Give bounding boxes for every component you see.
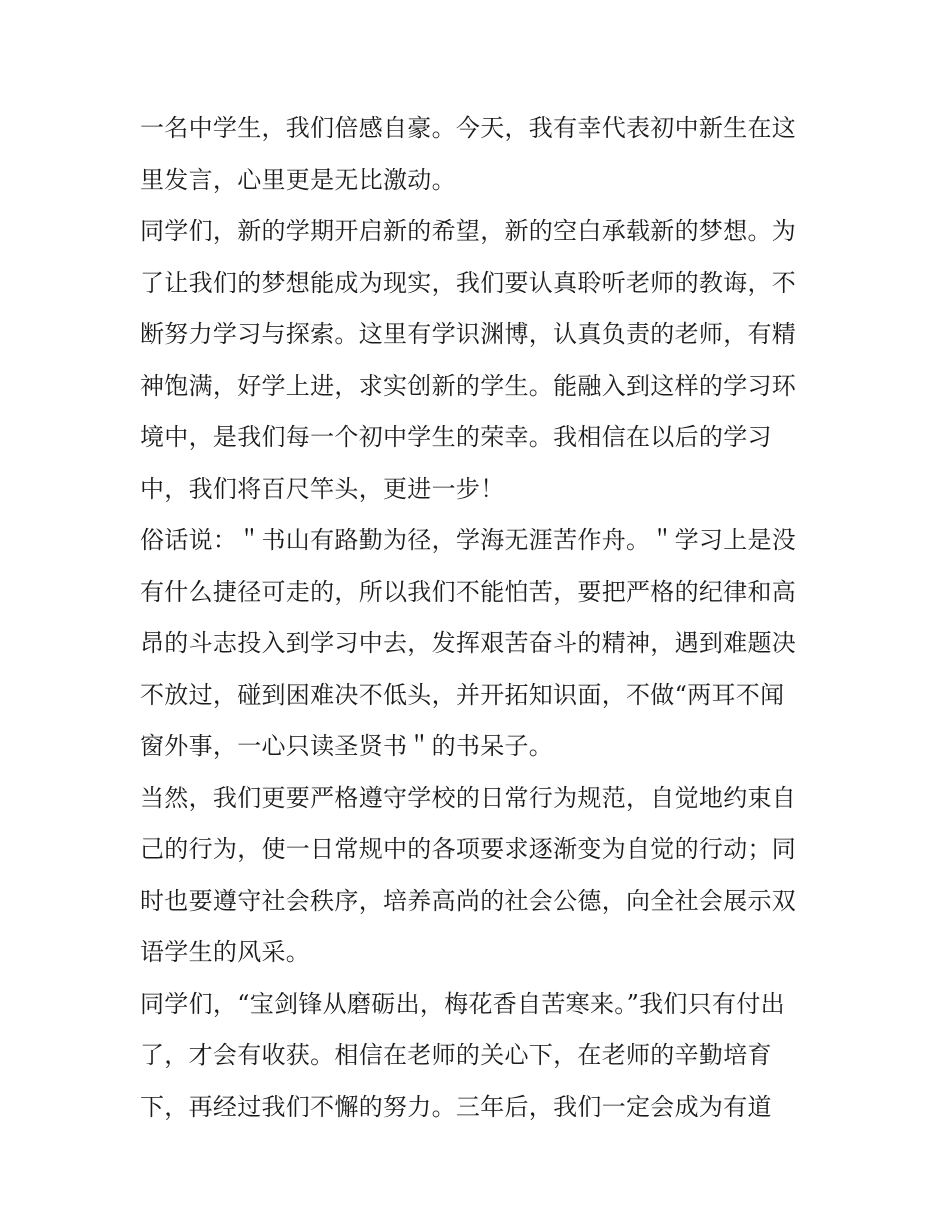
text-line: 同学们，新的学期开启新的希望，新的空白承载新的梦想。为 — [140, 217, 797, 245]
text-line: 下，再经过我们不懈的努力。三年后，我们一定会成为有道 — [140, 1092, 772, 1121]
text-line: 己的行为，使一日常规中的各项要求逐渐变为自觉的行动；同 — [140, 835, 797, 863]
text-line: 断努力学习与探索。这里有学识渊博，认真负责的老师，有精 — [140, 320, 797, 348]
text-line: 里发言，心里更是无比激动。 — [140, 165, 456, 194]
text-line: 不放过，碰到困难决不低头，并开拓知识面，不做“两耳不闻 — [140, 680, 785, 709]
text-line: 同学们，“宝剑锋从磨砺出，梅花香自苦寒来。”我们只有付出 — [140, 989, 785, 1018]
text-line: 一名中学生，我们倍感自豪。今天，我有幸代表初中新生在这 — [140, 114, 797, 142]
text-line: 昂的斗志投入到学习中去，发挥艰苦奋斗的精神，遇到难题决 — [140, 629, 797, 657]
text-line: 了，才会有收获。相信在老师的关心下，在老师的辛勤培育 — [140, 1041, 772, 1069]
text-line: 了让我们的梦想能成为现实，我们要认真聆听老师的教诲，不 — [140, 268, 797, 297]
text-line: 当然，我们更要严格遵守学校的日常行为规范，自觉地约束自 — [140, 783, 797, 812]
text-line: 时也要遵守社会秩序，培养高尚的社会公德，向全社会展示双 — [140, 886, 797, 915]
text-line: 俗话说：＂书山有路勤为径，学海无涯苦作舟。＂学习上是没 — [140, 526, 797, 554]
text-line: 窗外事，一心只读圣贤书＂的书呆子。 — [140, 732, 554, 760]
speech-text — [140, 103, 820, 1133]
text-line: 有什么捷径可走的，所以我们不能怕苦，要把严格的纪律和高 — [140, 577, 797, 606]
text-line: 神饱满，好学上进，求实创新的学生。能融入到这样的学习环 — [140, 371, 797, 400]
text-line: 境中，是我们每一个初中学生的荣幸。我相信在以后的学习 — [140, 423, 772, 451]
text-line: 中，我们将百尺竿头，更进一步！ — [140, 474, 505, 503]
text-line: 语学生的风采。 — [140, 938, 311, 966]
